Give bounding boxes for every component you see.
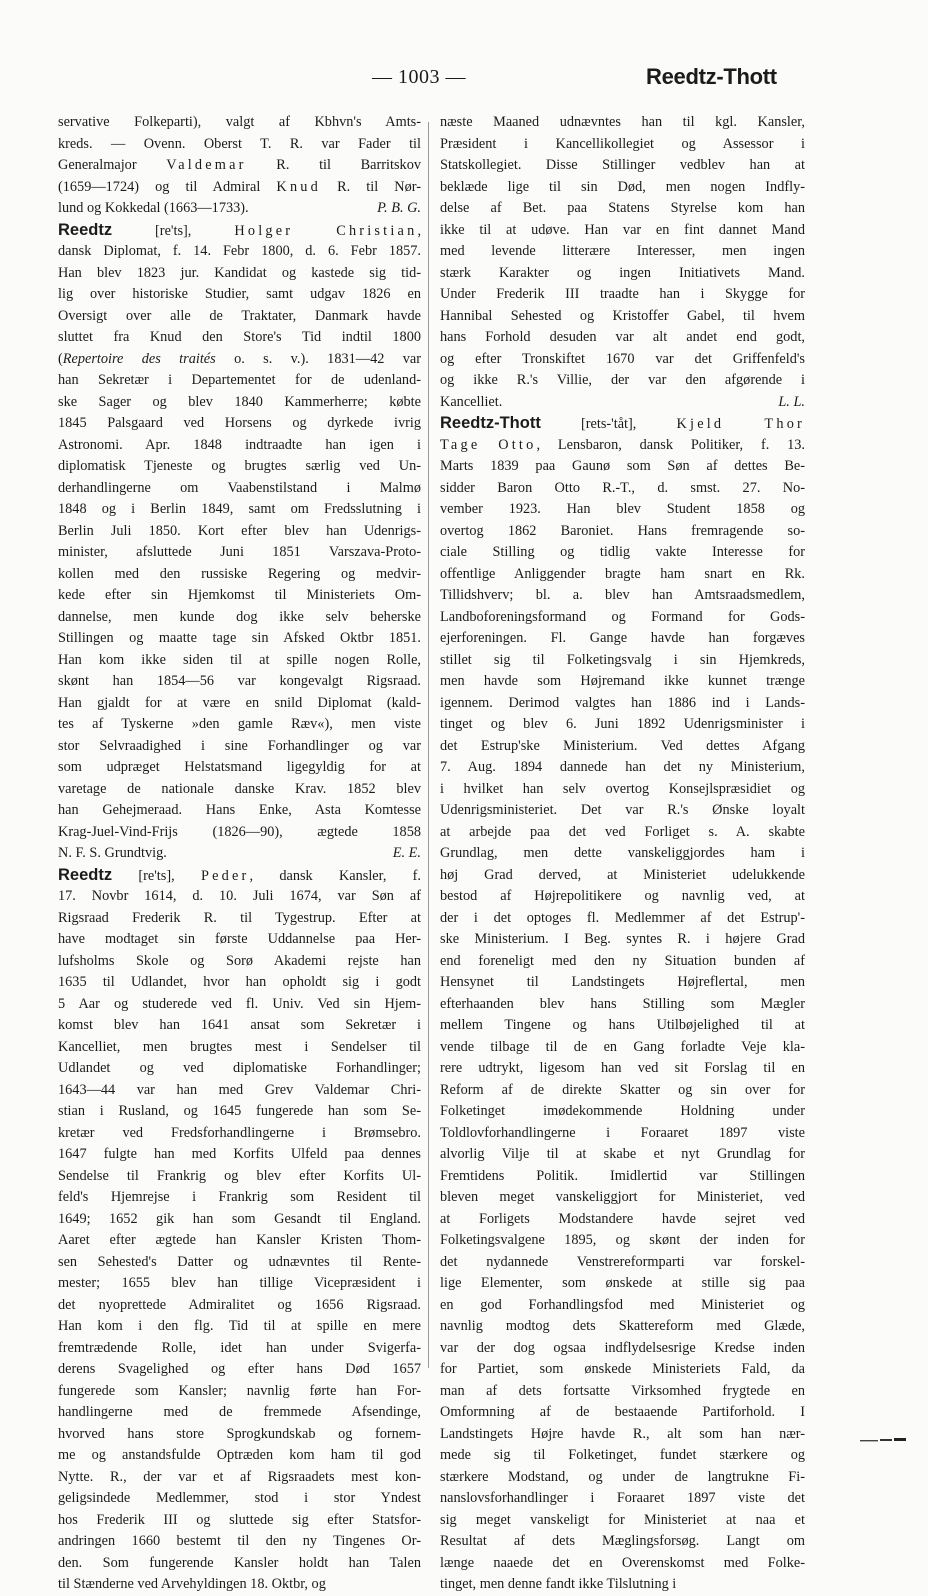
text-line: Han blev 1823 jur. Kandidat og kastede sig tid-	[58, 264, 421, 281]
text-line: til Stænderne ved Arvehyldingen 18. Oktbr, og	[58, 1576, 326, 1592]
text-line: Marts 1839 paa Gaunø som Søn af dettes Be-	[440, 458, 805, 474]
text-line: alvorlig Vilje til at skabe et nyt Grundlag for	[440, 1146, 805, 1162]
text-line: en god Forhandlingsfod med Ministeriet og	[440, 1296, 805, 1313]
text-line: Aaret efter ægtede han Kansler Kristen Thom-	[58, 1232, 421, 1248]
text-line: at Forligets Modstandere havde sejret ved	[440, 1210, 805, 1227]
text-line: Han gjaldt for at være en snild Diplomat (kald-	[58, 694, 421, 711]
text-line: 1647 fulgte han med Korfits Ulfeld paa dennes	[58, 1146, 421, 1162]
text-line: Under Frederik III traadte han i Skygge for	[440, 286, 805, 302]
text-line: sen Sehested's Datter og udnævntes til Rente-	[58, 1253, 421, 1270]
text-line: der i det optoges fl. Medlemmer af det Estrup'-	[440, 909, 805, 926]
author-signature: P. B. G.	[377, 200, 421, 216]
text-line: Krag-Juel-Vind-Frijs (1826—90), ægtede 1858	[58, 823, 421, 840]
text-line: stillet sig til Folketingsvalg i sin Hjemkreds,	[440, 651, 805, 668]
text-line: sluttet fra Knud den Store's Tid indtil 1800	[58, 329, 421, 345]
text-line: Præsident i Kancellikollegiet og Assessor i	[440, 135, 805, 152]
text-line: stærkere Modstand, og under de langtrukne Fi-	[440, 1468, 805, 1485]
scan-specks	[860, 1437, 906, 1443]
text-line: 17. Novbr 1614, d. 10. Juli 1674, var Søn af	[58, 888, 421, 904]
text-line: Nytte. R., der var et af Rigsraadets mest kon-	[58, 1468, 421, 1485]
page-number: — 1003 —	[372, 66, 466, 88]
text-line: tes af Tyskerne »den gamle Ræv«), men viste	[58, 716, 421, 732]
text-line: beklæde lige til sin Død, men nogen Indfly-	[440, 178, 805, 195]
text-line: 7. Aug. 1894 dannede han det ny Ministerium,	[440, 759, 805, 775]
text-line: sidder Baron Otto R.-T., d. smst. 27. No-	[440, 479, 805, 496]
text-line: Hensynet til Landstingets Højreflertal, men	[440, 974, 805, 990]
text-line: mede sig til Folketinget, fundet stærkere og	[440, 1447, 805, 1463]
text-line: ejerforeningen. Fl. Gange havde han forgæves	[440, 630, 805, 646]
text-line: nanslovsforhandlinger i Foraaret 1897 viste det	[440, 1490, 805, 1506]
text-line: 1649; 1652 gik han som Gesandt til England.	[58, 1210, 421, 1227]
text-line: lig over historiske Studier, samt udgav 1826 en	[58, 286, 421, 302]
text-line: hans Forhold desuden var alt andet end godt,	[440, 329, 805, 345]
text-line: men havde som Højremand ikke kunnet trænge	[440, 673, 805, 689]
text-line: i hvilket han selv overtog Konsejlspræsidiet og	[440, 780, 805, 797]
text-line: det nyoprettede Admiralitet og 1656 Rigsraad.	[58, 1296, 421, 1313]
text-line: kretær ved Fredsforhandlingerne i Brømsebro.	[58, 1124, 421, 1141]
text-line: 1635 til Udlandet, hvor han opholdt sig i godt	[58, 974, 421, 990]
text-line: Reform af de direkte Skatter og sin over for	[440, 1081, 805, 1098]
page-header	[0, 66, 928, 96]
text-line: Landboforeningsformand og Formand for Gods-	[440, 608, 805, 625]
text-line: Astronomi. Apr. 1848 indtraadte han igen i	[58, 436, 421, 453]
text-line: 1643—44 var han med Grev Valdemar Chri-	[58, 1081, 421, 1098]
text-line: servative Folkeparti), valgt af Kbhvn's Amts-	[58, 114, 421, 130]
text-line: det nydannede Venstrereformparti var forskel-	[440, 1253, 805, 1270]
running-head: Reedtz-Thott	[646, 64, 777, 89]
text-line: Tage Otto, Lensbaron, dansk Politiker, f. 13.	[440, 436, 806, 453]
author-signature: E. E.	[392, 845, 421, 861]
text-line: bleven meget vanskeliggjort for Ministeriet, ved	[440, 1189, 805, 1205]
text-line: derens Svagelighed og efter hans Død 1657	[58, 1361, 421, 1377]
text-line: Landstingets Højre havde R., alt som han nær-	[440, 1425, 805, 1442]
text-line: 5 Aar og studerede ved fl. Univ. Ved sin Hjem-	[58, 995, 421, 1012]
text-line: offentlige Anliggender bragte ham snart en Rk.	[440, 565, 805, 582]
text-line: tinget og blev 6. Juni 1892 Udenrigsminister i	[440, 716, 805, 732]
column-divider	[428, 122, 429, 1368]
text-line: ske Sager og blev 1840 Kammerherre; købte	[58, 393, 421, 410]
text-line: Folketinget imødekommende Holdning under	[440, 1103, 805, 1119]
text-line: dansk Diplomat, f. 14. Febr 1800, d. 6. Febr 1857.	[58, 243, 421, 259]
text-line: Han kom ikke siden til at spille nogen Rolle,	[58, 651, 421, 668]
text-line: vende tilbage til de en Gang forladte Veje kla-	[440, 1038, 805, 1055]
text-line: var der dog ogsaa indflydelsesrige Kredse inden	[440, 1339, 805, 1356]
text-line: 1845 Palsgaard ved Horsens og dyrkede ivrig	[58, 415, 421, 431]
text-line: og efter Tronskiftet 1670 var det Griffenfeld's	[440, 350, 805, 367]
text-line: Hannibal Sehested og Kristoffer Gabel, til hvem	[440, 307, 805, 324]
headword: Reedtz	[58, 865, 113, 884]
text-line: Berlin Juli 1850. Kort efter blev han Udenrigs-	[58, 522, 421, 539]
text-line: ske Ministerium. I Beg. syntes R. i højere Grad	[440, 931, 805, 947]
text-line: delse af Bet. paa Statens Styrelse kom han	[440, 200, 805, 216]
text-line: med levende litterære Interesser, men ingen	[440, 243, 805, 259]
text-line: lund og Kokkedal (1663—1733). P. B. G.	[58, 198, 421, 220]
text-line: at arbejde paa det ved Forliget s. A. skabte	[440, 823, 805, 840]
text-line: Grundlag, men dette vanskeliggjordes ham i	[440, 845, 805, 861]
text-line: skønt han 1854—56 var kongevalgt Rigsraad.	[58, 673, 421, 689]
text-line: hvorved hans store Sprogkundskab og fornem-	[58, 1425, 421, 1442]
author-signature: L. L.	[778, 393, 805, 410]
text-line: Oversigt over alle de Traktater, Danmark havde	[58, 307, 421, 324]
text-line: for Partiet, som ønskede Ministeriets Fald, da	[440, 1361, 805, 1377]
text-line: komst blev han 1641 ansat som Sekretær i	[58, 1017, 421, 1033]
text-line: Kancelliet, men brugtes mest i Sendelser til	[58, 1038, 421, 1055]
headword: Reedtz	[58, 220, 113, 239]
text-line: fremtrædende Rolle, idet han under Svigerfa-	[58, 1339, 421, 1356]
text-line: (Repertoire des traités o. s. v.). 1831—42 var	[58, 350, 421, 367]
text-line: længe naaede det en Overenskomst med Folke-	[440, 1554, 805, 1571]
text-line: igennem. Derimod valgtes han 1886 ind i Lands-	[440, 694, 805, 711]
text-line: han Sekretær i Departementet for de udenland-	[58, 372, 421, 388]
text-line: feld's Hjemrejse i Frankrig som Resident til	[58, 1189, 421, 1205]
text-line: geligsindede Medlemmer, stod i stor Yndest	[58, 1490, 421, 1506]
text-line: varetage de nationale danske Krav. 1852 blev	[58, 780, 421, 797]
text-line: dannelse, men kunde dog ikke selv beherske	[58, 608, 421, 625]
text-line: det Estrup'ske Ministerium. Ved dettes Afgang	[440, 737, 805, 754]
text-line: vember 1923. Han blev Student 1858 og	[440, 501, 805, 517]
text-line: stian i Rusland, og 1645 fungerede han som Se-	[58, 1103, 421, 1119]
text-line: tinget, men denne fandt ikke Tilslutning i	[440, 1576, 677, 1592]
text-line: Stillingen og maatte tage sin Afsked Oktbr 1851.	[58, 630, 421, 646]
text-line: have modtaget sin første Uddannelse paa Her-	[58, 931, 421, 947]
text-line: Fremtidens Politik. Imidlertid var Stillingen	[440, 1167, 805, 1184]
text-line: mellem Tingene og hans Utilbøjelighed til at	[440, 1017, 805, 1033]
text-line: rere udtrykt, ligesom han ved sit Forslag til en	[440, 1060, 805, 1076]
text-line: Resultat af dets Mæglingsforsøg. Langt om	[440, 1533, 805, 1549]
text-line: næste Maaned udnævntes han til kgl. Kansler,	[440, 114, 805, 130]
text-line: Toldlovforhandlingerne i Foraaret 1897 viste	[440, 1124, 805, 1141]
text-line: overtog 1862 Baroniet. Hans fremragende so-	[440, 522, 805, 539]
text-line: og ikke R.'s Villie, der var den afgørende i	[440, 372, 805, 388]
right-column	[440, 112, 805, 1596]
text-line: kede efter sin Hjemkomst til Ministeriets Om-	[58, 587, 421, 603]
text-line: efterhaanden blev hans Stilling som Mægler	[440, 995, 805, 1012]
text-line: lige Elementer, som ønskede at stille sig paa	[440, 1275, 805, 1291]
text-line: bestod af Højrepolitikere og navnlig ved, at	[440, 888, 805, 904]
text-line: han Gehejmeraad. Hans Enke, Asta Komtesse	[58, 802, 421, 818]
text-line: minister, afsluttede Juni 1851 Varszava-Proto-	[58, 544, 421, 560]
text-line: Statskollegiet. Disse Stillinger vedblev han at	[440, 157, 805, 173]
text-line: Omformning af de bestaaende Partiforhold. I	[440, 1404, 805, 1420]
text-line: Kancelliet. L. L.	[440, 392, 805, 414]
text-line: derhandlingerne om Vaabenstilstand i Malmø	[58, 479, 421, 496]
text-line: stor Selvraadighed i sine Forhandlinger og var	[58, 737, 421, 754]
text-line: fungerede som Kansler; navnlig førte han For-	[58, 1382, 421, 1399]
text-line: Udenrigsministeriet. Det var R.'s Ønske loyalt	[440, 802, 805, 818]
left-column	[58, 112, 421, 1596]
text-line: Udlandet og ved diplomatiske Forhandlinger;	[58, 1060, 421, 1076]
text-line: Han kom i den flg. Tid til at spille en mere	[58, 1318, 421, 1334]
text-line: Sendelse til Frankrig og blev efter Korfits Ul-	[58, 1167, 421, 1184]
text-line: me og anstandsfulde Optræden kom ham til god	[58, 1447, 421, 1463]
text-line: ikke til at udøve. Han var en fint dannet Mand	[440, 221, 805, 238]
text-line: hos Frederik III og sluttede sig efter Statsfor-	[58, 1511, 421, 1528]
text-line: kreds. — Ovenn. Oberst T. R. var Fader til	[58, 135, 421, 152]
text-line: Reedtz [re'ts], Holger Christian,	[58, 220, 422, 239]
text-line: sig meget vanskeligt for Ministeriet at naa et	[440, 1511, 805, 1528]
text-line: kollen med den russiske Regering og medvir-	[58, 565, 421, 582]
text-line: Reedtz [re'ts], Peder, dansk Kansler, f.	[58, 865, 422, 884]
text-line: stærk Karakter og ingen Initiativets Mand.	[440, 264, 805, 281]
text-line: Folketingsvalgene 1895, og skønt der inden for	[440, 1232, 805, 1248]
text-line: Reedtz-Thott [rets-'tåt], Kjeld Thor	[440, 414, 806, 432]
text-line: Tillidshverv; bl. a. blev han Amtsraadsmedlem,	[440, 587, 805, 603]
text-line: 1848 og i Berlin 1849, samt om Fredsslutning i	[58, 501, 421, 517]
text-line: Rigsraad Frederik R. til Tygestrup. Efter at	[58, 909, 421, 926]
text-line: N. F. S. Grundtvig. E. E.	[58, 843, 421, 865]
text-line: den. Som fungerende Kansler holdt han Talen	[58, 1554, 421, 1571]
text-line: lufsholms Skole og Sorø Akademi rejste han	[58, 952, 421, 969]
text-line: end foreneligt med den ny Situation bunden af	[440, 952, 805, 969]
text-line: ciale Stilling og tidlig vakte Interesse for	[440, 544, 805, 560]
text-line: mester; 1655 blev han tillige Vicepræsident i	[58, 1275, 421, 1291]
text-line: handlingerne med de fremmede Afsendinge,	[58, 1404, 421, 1420]
headword: Reedtz-Thott	[440, 414, 541, 432]
text-line: som udpræget Helstatsmand ligegyldig for at	[58, 759, 421, 775]
text-line: Generalmajor Valdemar R. til Barritskov	[58, 157, 421, 173]
text-line: andringen 1660 bestemt til den ny Tingenes Or-	[58, 1533, 421, 1549]
text-line: diplomatisk Tjeneste og brugtes særlig ved Un-	[58, 458, 421, 474]
text-line: man af dets fortsatte Virksomhed frygtede en	[440, 1382, 805, 1399]
text-line: (1659—1724) og til Admiral Knud R. til Nør-	[58, 178, 421, 195]
text-line: navnlig modtog dets Skattereform med Glæde,	[440, 1318, 805, 1334]
text-line: høj Grad derved, at Ministeriet udelukkende	[440, 866, 805, 883]
